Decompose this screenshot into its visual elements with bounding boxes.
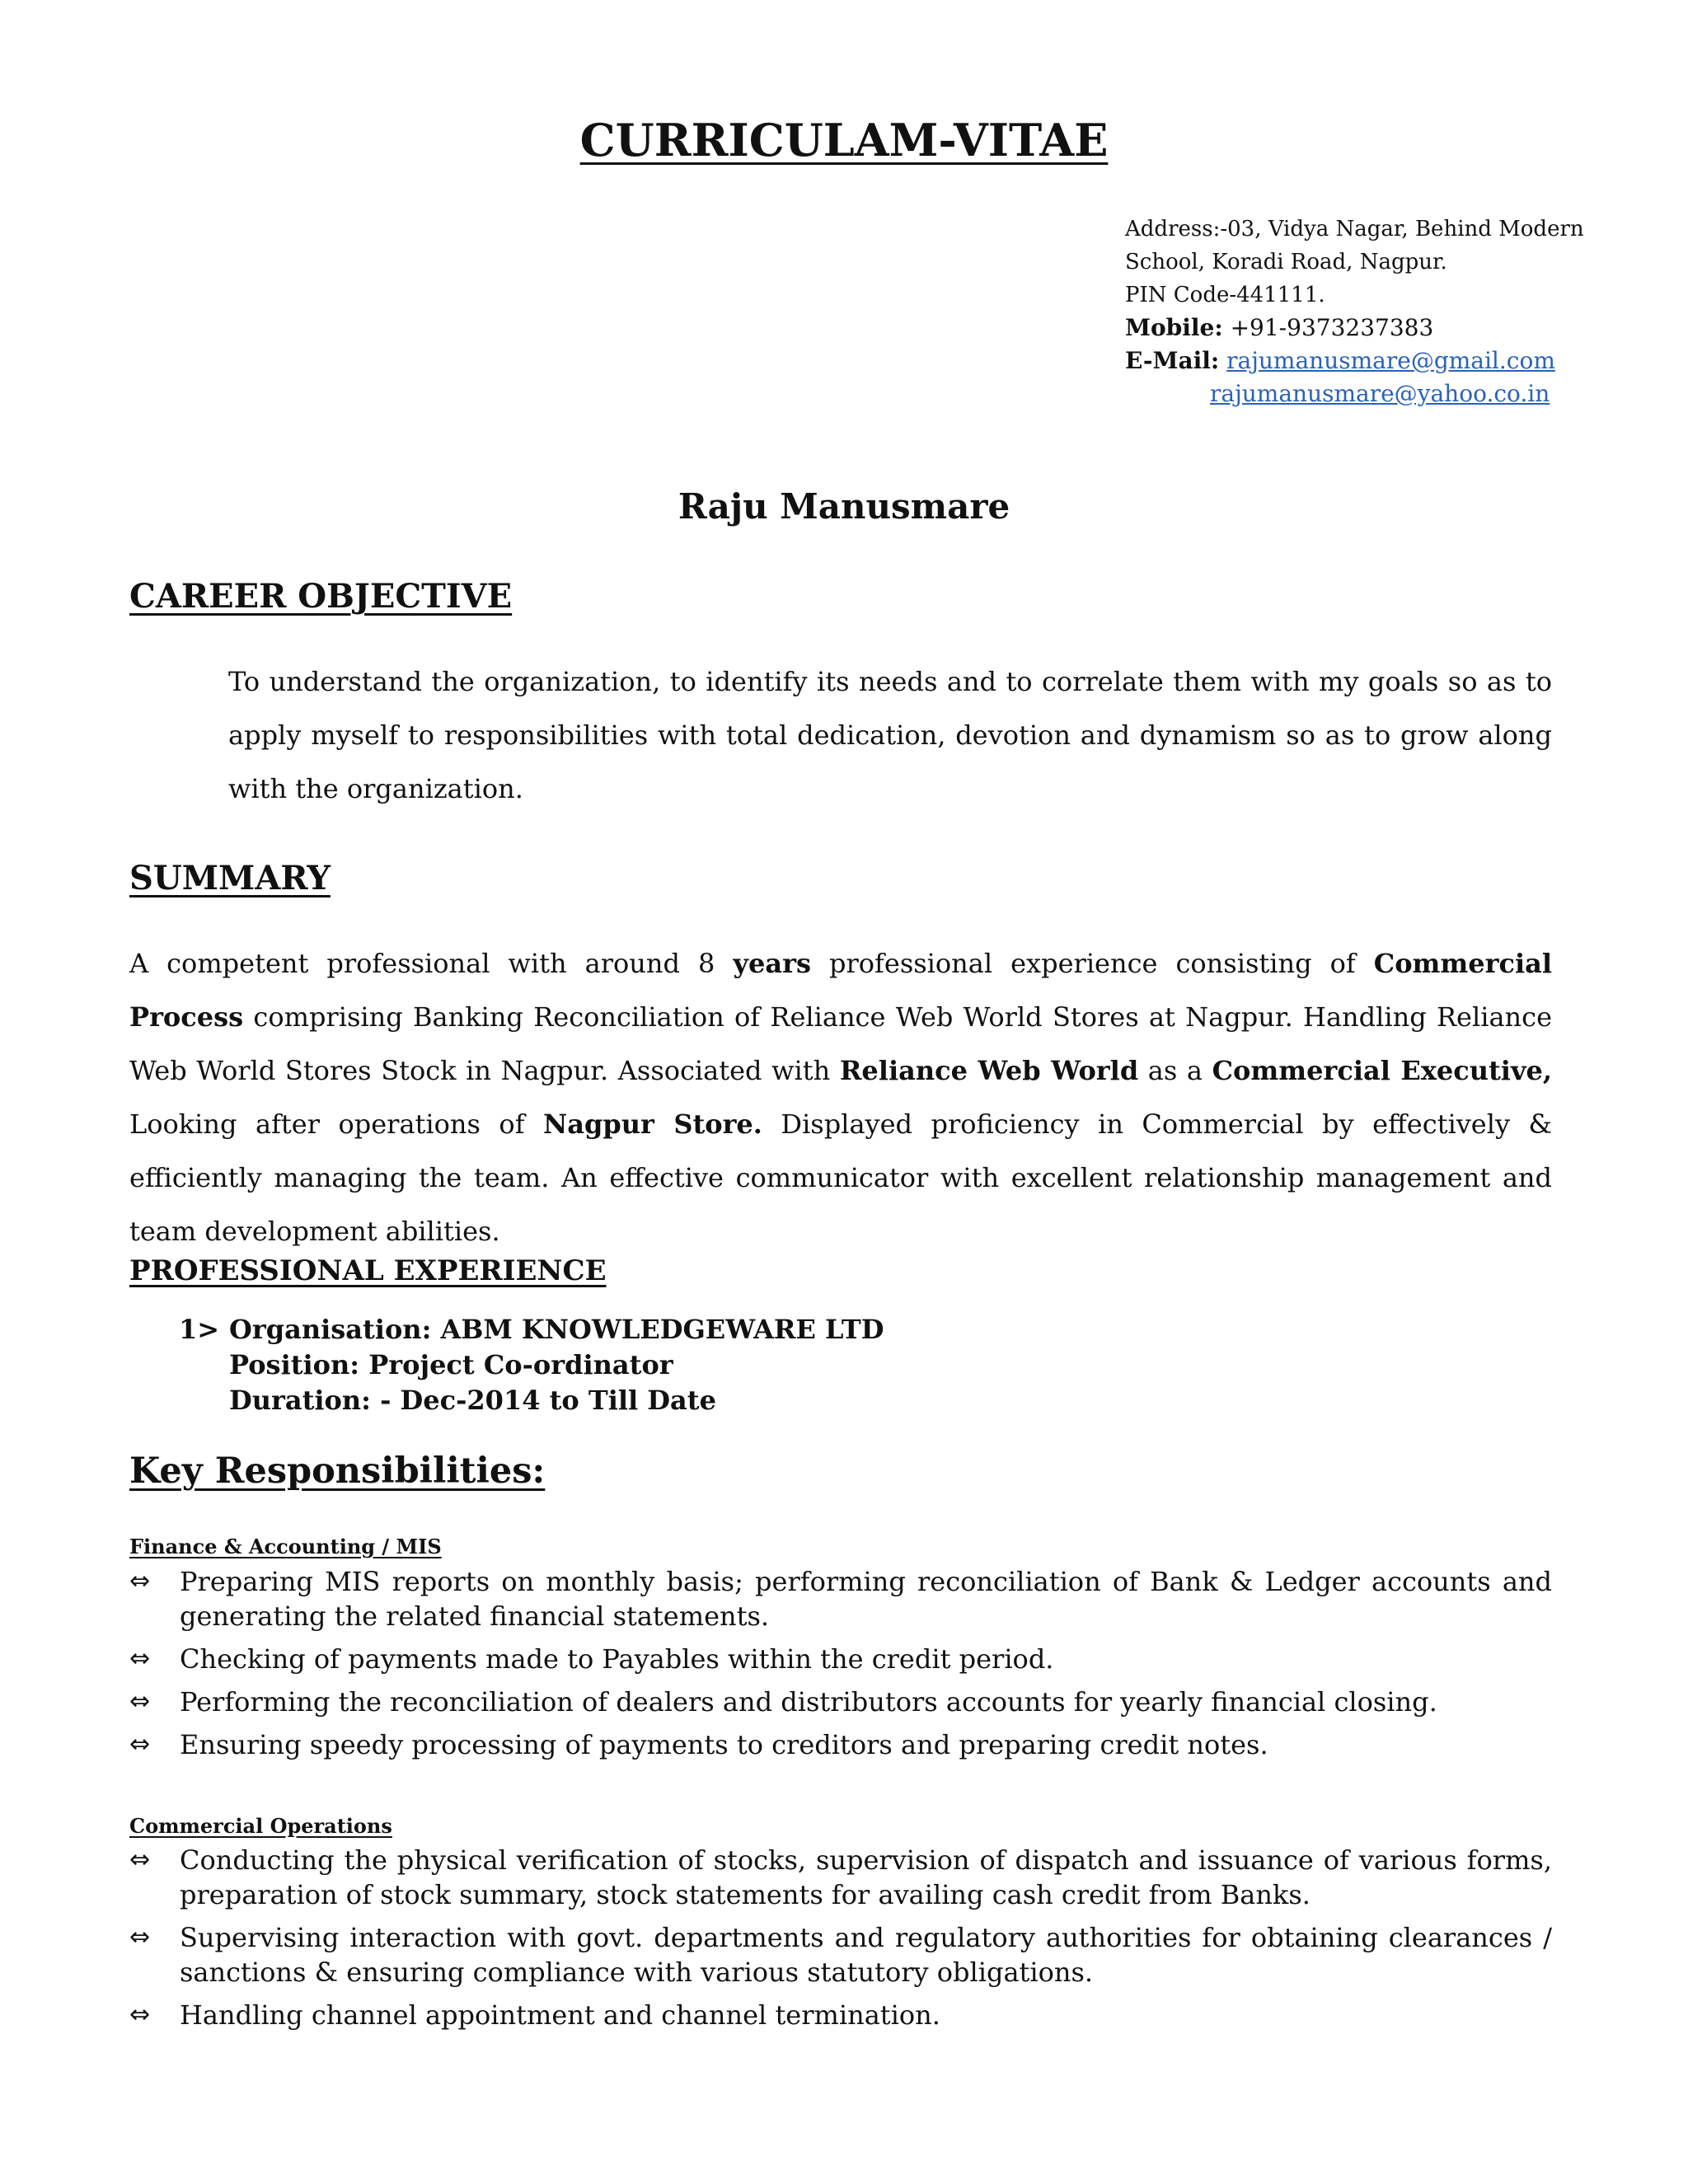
left-right-arrow-icon: ⇔ bbox=[129, 1845, 151, 1874]
email-link-gmail[interactable]: rajumanusmare@gmail.com bbox=[1226, 347, 1555, 374]
summary-bold-commercial-process: Commercial Process bbox=[129, 948, 1553, 1033]
list-item-text: Supervising interaction with govt. departments and regulatory authorities for obtaining clearances / sanctions & ensuring compliance with various statutory obligations. bbox=[180, 1922, 1552, 1988]
summary-text-part: Displayed proficiency in Commercial by effectively & efficiently managing the team. An effective communicator with excellent relationship management and team development abilities. bbox=[129, 1108, 1552, 1247]
list-item bbox=[129, 1920, 1552, 1990]
organisation: Organisation: ABM KNOWLEDGEWARE LTD bbox=[229, 1314, 884, 1345]
left-right-arrow-icon: ⇔ bbox=[129, 1644, 151, 1673]
list-item bbox=[129, 1564, 1552, 1633]
summary-text-part: A competent professional with around 8 bbox=[129, 948, 734, 979]
experience-entry bbox=[179, 1312, 884, 1418]
left-right-arrow-icon: ⇔ bbox=[129, 1687, 151, 1716]
list-item-text: Conducting the physical verification of stocks, supervision of dispatch and issuance of various forms, preparation of stock summary, stock statements for availing cash credit from Banks. bbox=[180, 1844, 1552, 1910]
list-item bbox=[129, 1727, 1552, 1762]
list-item bbox=[129, 1843, 1552, 1912]
commercial-list bbox=[129, 1843, 1552, 2041]
summary-bold-reliance: Reliance Web World bbox=[839, 1055, 1139, 1086]
finance-subheading: Finance & Accounting / MIS bbox=[129, 1535, 442, 1558]
email-link-yahoo[interactable]: rajumanusmare@yahoo.co.in bbox=[1210, 380, 1550, 407]
summary-bold-years: years bbox=[733, 948, 811, 979]
professional-experience-heading: PROFESSIONAL EXPERIENCE bbox=[129, 1254, 607, 1287]
key-responsibilities-heading: Key Responsibilities: bbox=[129, 1451, 546, 1492]
left-right-arrow-icon: ⇔ bbox=[129, 1730, 151, 1759]
list-item-text: Preparing MIS reports on monthly basis; performing reconciliation of Bank & Ledger accounts and generating the related financial statements. bbox=[180, 1566, 1552, 1632]
left-right-arrow-icon: ⇔ bbox=[129, 2000, 151, 2029]
list-item bbox=[129, 1685, 1552, 1719]
contact-block bbox=[1125, 213, 1620, 410]
position: Position: Project Co-ordinator bbox=[229, 1349, 673, 1380]
list-item-text: Performing the reconciliation of dealers and distributors accounts for yearly financial closing. bbox=[180, 1686, 1437, 1718]
candidate-name: Raju Manusmare bbox=[678, 486, 1010, 527]
address-line-2: School, Koradi Road, Nagpur. bbox=[1125, 250, 1447, 274]
summary-bold-commercial-executive: Commercial Executive, bbox=[1212, 1055, 1553, 1086]
mobile-number: +91-9373237383 bbox=[1222, 314, 1434, 341]
summary-text-part: as a bbox=[1138, 1055, 1212, 1086]
summary-heading: SUMMARY bbox=[129, 859, 331, 898]
summary-text bbox=[129, 937, 1552, 1258]
left-right-arrow-icon: ⇔ bbox=[129, 1923, 151, 1952]
summary-text-part: comprising Banking Reconciliation of Reliance Web World Stores at Nagpur. Handling Reliance Web World Stores Stock in Nagpur. Associated with bbox=[129, 1001, 1552, 1086]
pin-code: PIN Code-441111. bbox=[1125, 283, 1325, 307]
summary-text-part: professional experience consisting of bbox=[810, 948, 1374, 979]
email-line-2 bbox=[1125, 377, 1620, 410]
finance-list bbox=[129, 1564, 1552, 1770]
mobile-label: Mobile: bbox=[1125, 314, 1223, 341]
email-line bbox=[1125, 344, 1620, 377]
left-right-arrow-icon: ⇔ bbox=[129, 1567, 151, 1596]
commercial-subheading: Commercial Operations bbox=[129, 1814, 392, 1838]
document-title: CURRICULAM-VITAE bbox=[579, 114, 1109, 166]
email-label: E-Mail: bbox=[1125, 347, 1220, 374]
career-objective-heading: CAREER OBJECTIVE bbox=[129, 577, 513, 616]
list-item bbox=[129, 1642, 1552, 1676]
experience-number: 1> bbox=[179, 1314, 220, 1345]
mobile-line bbox=[1125, 312, 1620, 344]
list-item-text: Checking of payments made to Payables within the credit period. bbox=[180, 1643, 1054, 1675]
list-item-text: Handling channel appointment and channel termination. bbox=[180, 1999, 940, 2031]
list-item bbox=[129, 1998, 1552, 2032]
address-line-1: Address:-03, Vidya Nagar, Behind Modern bbox=[1125, 217, 1584, 241]
career-objective-text: To understand the organization, to identify its needs and to correlate them with my goals so as to apply myself to responsibilities with total dedication, devotion and dynamism so as to grow along with the organization. bbox=[228, 666, 1552, 804]
summary-text-part: Looking after operations of bbox=[129, 1108, 544, 1140]
summary-bold-nagpur-store: Nagpur Store. bbox=[543, 1108, 762, 1140]
list-item-text: Ensuring speedy processing of payments to creditors and preparing credit notes. bbox=[180, 1729, 1268, 1760]
duration: Duration: - Dec-2014 to Till Date bbox=[229, 1385, 716, 1416]
